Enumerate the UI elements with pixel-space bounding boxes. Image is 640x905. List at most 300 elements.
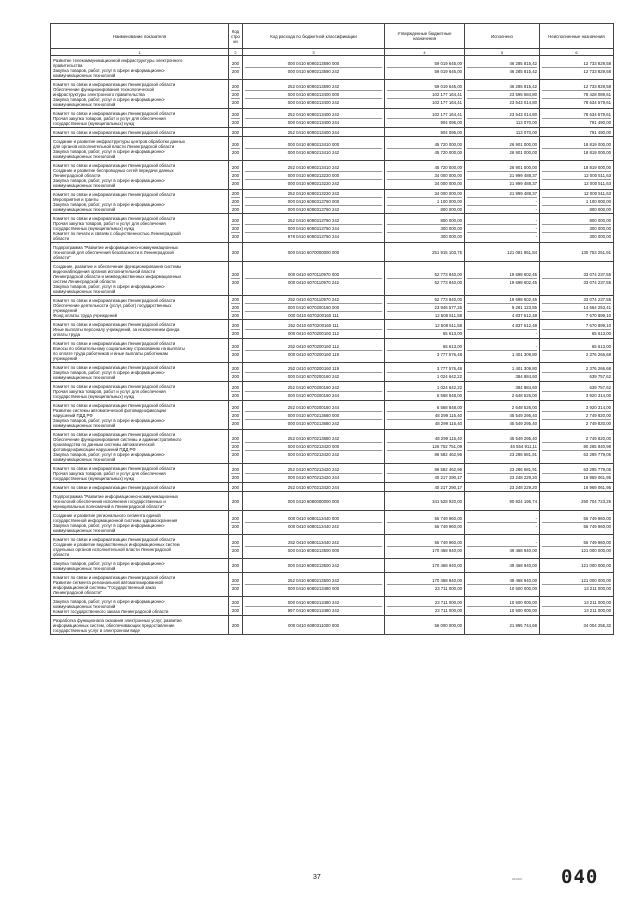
cell-executed <box>465 464 540 483</box>
table-header-row <box>51 24 614 49</box>
cell-kbk <box>243 128 385 137</box>
budget-sheet <box>50 23 613 635</box>
name-line: Взносы по обязательному социальному страхованию на выплаты <box>53 345 185 351</box>
cell-unexecuted-value: 63 295 779,05 <box>583 466 611 472</box>
cell-kbk-value: 000 0410 6090313760 000 <box>245 197 382 205</box>
cell-code <box>229 128 243 137</box>
cell-kbk-value: 252 0410 6080213500 242 <box>287 578 340 583</box>
cell-approved-value: 904 095,00 <box>387 118 462 126</box>
cell-code-value: 200 <box>231 452 240 457</box>
cell-code-value: 200 <box>231 365 240 371</box>
cell-approved-value: 904 095,00 <box>440 129 462 135</box>
cell-code-value: 200 <box>231 305 240 310</box>
cell-kbk <box>243 597 385 616</box>
cell-executed-value: 4 837 612,48 <box>467 311 537 319</box>
cell-executed-value: 23 286 681,91 <box>467 450 537 458</box>
cell-code <box>229 296 243 320</box>
cell-kbk-value: 000 0410 6070200160 119 <box>245 350 382 358</box>
cell-unexecuted-value: 2 376 266,68 <box>542 350 611 358</box>
cell-unexecuted-value: 63 295 779,05 <box>542 450 611 458</box>
cell-approved-value: 1 100 000,00 <box>387 197 462 205</box>
cell-approved-value: 102 177 164,41 <box>387 98 462 106</box>
cell-executed-value: 2 648 526,00 <box>467 391 537 399</box>
cell-executed <box>465 483 540 492</box>
cell-executed <box>465 559 540 573</box>
cell-kbk-value: 252 0410 6090213220 242 <box>287 191 340 196</box>
cell-executed-value: 19 698 602,45 <box>467 278 537 286</box>
cell-approved-value: 65 613,00 <box>442 344 462 349</box>
name-line: коммуникационных технологий <box>53 374 116 380</box>
table-row <box>51 80 614 109</box>
name-line: Подпрограмма "Развитие информационно-коммуникационных <box>53 244 179 250</box>
cell-kbk-value: 978 0410 6090313760 244 <box>245 232 382 240</box>
cell-name <box>51 320 229 339</box>
cell-approved-value: 23 711 000,00 <box>387 606 462 614</box>
cell-code-value: 200 <box>231 498 240 504</box>
cell-kbk-value: 252 0410 6070213680 242 <box>287 436 340 441</box>
cell-approved-value: 12 508 511,58 <box>434 322 462 328</box>
cell-approved-value: 341 528 920,00 <box>432 498 462 504</box>
cell-unexecuted-value: 14 664 253,41 <box>542 303 611 311</box>
cell-executed-value: 23 248 229,20 <box>467 473 537 481</box>
cell-kbk-value: 000 0410 6080000000 000 <box>287 498 340 504</box>
cell-unexecuted-value: 7 670 899,10 <box>542 311 611 319</box>
name-line: коммуникационных технологий <box>53 422 116 428</box>
cell-approved-value: 800 000,00 <box>387 205 462 213</box>
name-line: области <box>53 551 70 557</box>
cell-kbk-value: 000 0410 6080113440 242 <box>245 522 382 530</box>
name-line: государственных (муниципальных) нужд <box>53 475 135 481</box>
cell-kbk <box>243 492 385 511</box>
cell-executed-value: 90 824 196,74 <box>509 498 537 504</box>
cell-executed <box>465 214 540 243</box>
cell-unexecuted <box>540 382 614 401</box>
name-line: Комитет по связи и информатизации Ленинградской области <box>53 364 176 370</box>
cell-unexecuted <box>540 511 614 535</box>
cell-executed-value: 21 999 488,37 <box>467 171 537 179</box>
cell-approved-value: 1 024 642,22 <box>387 372 462 380</box>
cell-kbk-value: 000 0410 6070200160 244 <box>245 391 382 399</box>
cell-unexecuted-value: 16 969 061,95 <box>542 473 611 481</box>
cell-executed <box>465 137 540 161</box>
cell-code-value: 200 <box>231 516 240 521</box>
name-line: технологий для обеспечения безопасности в Ленинградской <box>53 249 174 255</box>
cell-approved-value: 52 773 840,00 <box>387 278 462 286</box>
cell-code <box>229 382 243 401</box>
name-line: учреждений <box>53 307 78 313</box>
cell-approved-value: 251 915 103,75 <box>432 249 462 255</box>
cell-unexecuted-value: 2 376 266,68 <box>585 365 611 371</box>
name-line: Фонд оплаты труда учреждений <box>53 312 117 318</box>
cell-approved <box>385 56 465 80</box>
cell-code-value: 200 <box>231 322 240 328</box>
column-number: 6 <box>540 49 614 56</box>
cell-kbk <box>243 137 385 161</box>
cell-unexecuted <box>540 464 614 483</box>
cell-unexecuted <box>540 535 614 559</box>
page-number: 37 <box>313 874 321 881</box>
cell-approved-value: 3 777 576,48 <box>387 350 462 358</box>
cell-code-value: 200 <box>231 607 240 613</box>
cell-code-value: 200 <box>231 119 240 125</box>
cell-kbk-value: 000 0410 6070213420 000 <box>245 442 382 450</box>
name-line: по оплате труда работников и иные выплаты работникам <box>53 350 168 356</box>
cell-unexecuted-value: 18 819 000,00 <box>542 148 611 156</box>
cell-code-value: 200 <box>231 599 240 605</box>
cell-executed-value: - <box>467 522 537 530</box>
name-line: Комитет по связи и информатизации Ленинградской области <box>53 402 176 408</box>
cell-kbk-value: 000 0410 6070213420 242 <box>245 450 382 458</box>
cell-executed-value: - <box>535 217 537 223</box>
cell-kbk-value: 000 0410 6070110970 242 <box>245 278 382 286</box>
cell-unexecuted-value: 78 634 579,61 <box>583 111 611 117</box>
name-line: Комитет по связи и информатизации Ленинградской области <box>53 321 176 327</box>
cell-kbk-value: 000 0410 6090213400 244 <box>245 118 382 126</box>
cell-unexecuted <box>540 616 614 635</box>
cell-executed <box>465 401 540 430</box>
cell-unexecuted-value: 121 000 000,00 <box>581 563 611 568</box>
name-line: коммуникационных технологий <box>53 153 116 159</box>
name-line: Закупка товаров, работ, услуг в сфере информационно- <box>53 67 166 73</box>
cell-executed-value: 21 999 488,37 <box>467 179 537 187</box>
table-row <box>51 262 614 296</box>
cell-kbk <box>243 464 385 483</box>
cell-kbk <box>243 296 385 320</box>
name-line: государственных (муниципальных) нужд <box>53 225 135 231</box>
cell-unexecuted-value: 65 613,00 <box>542 329 611 337</box>
cell-kbk-value: 252 0410 6090213590 242 <box>287 83 340 89</box>
cell-executed <box>465 128 540 137</box>
cell-approved <box>385 492 465 511</box>
cell-code <box>229 363 243 382</box>
column-number: 2 <box>229 49 243 56</box>
cell-name <box>51 128 229 137</box>
cell-code-value: 200 <box>231 217 240 223</box>
cell-unexecuted <box>540 573 614 597</box>
name-line: Развитие телекоммуникационной инфраструктуры электронного <box>53 57 183 63</box>
table-row <box>51 483 614 492</box>
cell-approved-value: 56 749 960,00 <box>434 540 462 545</box>
name-line: Закупка товаров, работ, услуг в сфере информационно- <box>53 177 166 183</box>
cell-executed-value: 10 500 000,00 <box>467 606 537 614</box>
name-line: Комитет по связи и информатизации Ленинградской области <box>53 81 176 87</box>
cell-executed-value: 26 901 000,00 <box>509 142 537 147</box>
cell-approved-value: 56 749 960,00 <box>387 522 462 530</box>
cell-code-value: 200 <box>231 352 240 357</box>
cell-approved-value: 126 752 751,09 <box>387 442 462 450</box>
cell-kbk <box>243 214 385 243</box>
cell-executed-value: 23 286 681,91 <box>509 466 537 472</box>
cell-code-value: 200 <box>231 474 240 480</box>
name-line: видеонаблюдения органов исполнительной власти <box>53 268 156 274</box>
cell-executed-value: - <box>535 516 537 521</box>
cell-code <box>229 161 243 190</box>
cell-executed-value: - <box>467 232 537 240</box>
name-line: Прочая закупка товаров, работ и услуг для обеспечения <box>53 220 166 226</box>
cell-executed-value: - <box>467 197 537 205</box>
cell-unexecuted <box>540 109 614 128</box>
cell-unexecuted-value: 791 490,00 <box>542 118 611 126</box>
cell-unexecuted-value: 18 819 000,00 <box>583 142 611 147</box>
header-code: Код стро ки <box>229 24 243 49</box>
header-executed: Исполнено <box>465 24 540 49</box>
cell-code <box>229 214 243 243</box>
cell-kbk-value: 000 0410 6070213420 244 <box>245 473 382 481</box>
cell-kbk-value: 000 0410 6070213680 242 <box>245 419 382 427</box>
table-row <box>51 382 614 401</box>
cell-approved-value: 45 720 000,00 <box>434 164 462 170</box>
cell-kbk-value: 000 0410 6070200160 111 <box>245 311 382 319</box>
cell-kbk <box>243 483 385 492</box>
cell-executed <box>465 161 540 190</box>
cell-kbk <box>243 511 385 535</box>
cell-kbk <box>243 161 385 190</box>
cell-unexecuted <box>540 597 614 616</box>
cell-unexecuted-value: 33 074 237,55 <box>583 272 611 277</box>
cell-approved-value: 48 299 115,40 <box>434 436 462 441</box>
name-line: Разработка функционала оказания электронных услуг, развитие <box>53 617 182 623</box>
table-body <box>51 56 614 635</box>
cell-executed <box>465 430 540 464</box>
name-line: государственных услуг в электронном виде <box>53 627 140 633</box>
name-line: области <box>53 235 70 241</box>
cell-code-value: 200 <box>231 83 240 89</box>
cell-name <box>51 464 229 483</box>
cell-name <box>51 535 229 559</box>
cell-unexecuted <box>540 401 614 430</box>
name-line: Комитет по связи и информатизации Ленинградской области <box>53 383 176 389</box>
name-line: Комитет по связи и информатизации Ленинградской области <box>53 162 176 168</box>
cell-approved-value: 3 777 576,48 <box>436 365 462 371</box>
cell-approved-value: 300 000,00 <box>387 232 462 240</box>
cell-kbk-value: 000 0410 6090213400 000 <box>245 90 382 98</box>
cell-kbk <box>243 56 385 80</box>
cell-unexecuted-value: 78 428 089,61 <box>542 90 611 98</box>
cell-executed-value: - <box>467 329 537 337</box>
cell-code-value: 200 <box>231 540 240 545</box>
cell-code-value: 200 <box>231 69 240 74</box>
table-row <box>51 339 614 363</box>
cell-executed-value: - <box>467 224 537 232</box>
name-line: оплаты труда <box>53 331 80 337</box>
cell-approved <box>385 296 465 320</box>
name-line: Комитет по связи и информатизации Ленинградской области <box>53 129 176 135</box>
cell-name <box>51 243 229 262</box>
cell-approved-value: 45 720 000,00 <box>434 142 462 147</box>
column-number: 4 <box>385 49 465 56</box>
cell-code-value: 200 <box>231 111 240 117</box>
cell-approved <box>385 214 465 243</box>
cell-code <box>229 464 243 483</box>
cell-executed-value: 19 698 602,45 <box>509 272 537 277</box>
cell-approved <box>385 573 465 597</box>
table-row <box>51 128 614 137</box>
cell-approved-value: 170 468 940,00 <box>387 546 462 554</box>
cell-unexecuted-value: 300 000,00 <box>542 224 611 232</box>
name-line: Закупка товаров, работ, услуг в сфере информационно- <box>53 96 166 102</box>
cell-name <box>51 80 229 109</box>
name-line: Закупка товаров, работ, услуг в сфере информационно- <box>53 201 166 207</box>
cell-approved <box>385 363 465 382</box>
cell-executed-value: 1 401 309,80 <box>467 350 537 358</box>
cell-code-value: 200 <box>231 412 240 418</box>
cell-approved-value: 1 024 642,22 <box>436 384 462 390</box>
cell-approved-value: 59 019 645,00 <box>387 67 462 75</box>
name-line: коммуникационных технологий <box>53 182 116 188</box>
cell-executed <box>465 243 540 262</box>
cell-name <box>51 401 229 430</box>
table-row <box>51 492 614 511</box>
cell-approved <box>385 243 465 262</box>
cell-code <box>229 401 243 430</box>
cell-approved-value: 56 749 960,00 <box>434 516 462 521</box>
cell-code <box>229 492 243 511</box>
name-line: Закупка товаров, работ, услуг в сфере информационно- <box>53 598 166 604</box>
cell-unexecuted-value: 12 733 829,58 <box>583 83 611 89</box>
name-line: Закупка товаров, работ, услуг в сфере информационно- <box>53 560 166 566</box>
table-row <box>51 109 614 128</box>
name-line: коммуникационных технологий <box>53 288 116 294</box>
table-row <box>51 511 614 535</box>
column-number: 1 <box>51 49 229 56</box>
cell-code <box>229 109 243 128</box>
cell-kbk <box>243 616 385 635</box>
cell-kbk-value: 252 0410 6080113440 242 <box>287 540 340 545</box>
cell-kbk-value: 252 0410 6070200160 242 <box>287 384 340 390</box>
cell-approved-value: 59 019 645,00 <box>434 83 462 89</box>
cell-name <box>51 363 229 382</box>
cell-executed <box>465 109 540 128</box>
cell-executed-value: 49 468 940,00 <box>509 563 537 568</box>
name-line: инфраструктуры электронного правительства <box>53 91 145 97</box>
cell-kbk-value: 000 0410 6070000000 000 <box>287 249 340 255</box>
name-line: Создание и развитие беспроводных сетей передачи данных <box>53 167 174 173</box>
cell-kbk-value: 000 0410 6090213590 242 <box>245 67 382 75</box>
name-line: Мероприятия и гранты <box>53 196 99 202</box>
cell-code <box>229 320 243 339</box>
sheet-number: 040 <box>561 866 599 888</box>
cell-executed-value: 45 549 295,40 <box>467 419 537 427</box>
name-line: Комитет по связи и информатизации Ленинградской области <box>53 297 176 303</box>
cell-executed-value: 113 070,00 <box>467 118 537 126</box>
name-line: Развитие сегмента региональной автоматизированной <box>53 579 163 585</box>
cell-unexecuted-value: 639 757,62 <box>589 384 611 390</box>
cell-unexecuted <box>540 430 614 464</box>
cell-approved <box>385 262 465 296</box>
cell-approved-value: 23 711 000,00 <box>387 584 462 592</box>
cell-code-value: 200 <box>231 524 240 529</box>
cell-code-value: 200 <box>231 578 240 583</box>
cell-unexecuted-value: 12 733 829,58 <box>542 67 611 75</box>
cell-name <box>51 262 229 296</box>
cell-executed-value: 46 285 815,42 <box>509 61 537 66</box>
name-line: фотовидеофиксации нарушений ПДД РФ <box>53 446 136 452</box>
cell-approved-value: 34 000 000,00 <box>387 171 462 179</box>
cell-executed-value: 1 401 309,80 <box>511 365 537 371</box>
cell-approved <box>385 161 465 190</box>
cell-approved-value: 23 711 000,00 <box>434 599 462 605</box>
cell-kbk <box>243 339 385 363</box>
cell-code <box>229 80 243 109</box>
table-row <box>51 616 614 635</box>
cell-executed-value: 45 549 295,40 <box>467 411 537 419</box>
name-line: Прочая закупка товаров, работ и услуг для обеспечения <box>53 115 166 121</box>
cell-kbk-value: 252 0410 6070213420 244 <box>287 484 340 490</box>
cell-code <box>229 616 243 635</box>
cell-code-value: 200 <box>231 99 240 105</box>
cell-unexecuted-value: 13 211 000,00 <box>542 584 611 592</box>
name-line: Комитет по связи и информатизации Ленинградской области <box>53 340 176 346</box>
cell-kbk-value: 000 0410 6090213220 000 <box>245 171 382 179</box>
cell-approved-value: 86 582 462,96 <box>434 466 462 472</box>
cell-code-value: 200 <box>231 344 240 349</box>
cell-approved <box>385 464 465 483</box>
cell-unexecuted <box>540 80 614 109</box>
table-row <box>51 573 614 597</box>
cell-kbk-value: 997 0410 6080213480 242 <box>245 606 382 614</box>
cell-unexecuted <box>540 363 614 382</box>
cell-approved-value: 23 946 577,26 <box>387 303 462 311</box>
cell-kbk-value: 252 0410 6070200160 111 <box>288 322 339 328</box>
cell-kbk-value: 000 0410 6080213480 000 <box>245 584 382 592</box>
name-line: Создание и развитие инфраструктуры центров обработки данных <box>53 138 186 144</box>
cell-executed-value: 46 285 815,42 <box>467 67 537 75</box>
cell-approved <box>385 382 465 401</box>
name-line: Закупка товаров, работ, услуг в сфере информационно- <box>53 522 166 528</box>
cell-code-value: 200 <box>231 436 240 441</box>
cell-executed-value: 49 468 940,00 <box>467 546 537 554</box>
cell-kbk <box>243 363 385 382</box>
cell-code-value: 200 <box>231 199 240 204</box>
cell-code-value: 200 <box>231 484 240 490</box>
column-number-row <box>51 49 614 56</box>
cell-code-value: 200 <box>231 172 240 178</box>
cell-unexecuted-value: 121 000 000,00 <box>542 546 611 554</box>
cell-name <box>51 597 229 616</box>
cell-executed-value: 4 837 612,48 <box>511 322 537 328</box>
cell-kbk-value: 000 0410 6090313760 244 <box>245 224 382 232</box>
cell-kbk-value: 000 0410 6090313760 242 <box>245 205 382 213</box>
cell-name <box>51 430 229 464</box>
name-line: коммуникационных технологий <box>53 101 116 107</box>
cell-kbk-value: 000 0410 6080311000 000 <box>287 622 340 628</box>
header-kbk: Код расхода по бюджетной классификации <box>243 24 385 49</box>
cell-executed-value: 19 698 602,45 <box>509 297 537 302</box>
name-line: Обеспечение функционирования системы и административного <box>53 436 182 442</box>
name-line: Закупка товаров, работ, услуг в сфере информационно- <box>53 283 166 289</box>
cell-kbk <box>243 401 385 430</box>
name-line: коммуникационных технологий <box>53 527 116 533</box>
cell-approved <box>385 401 465 430</box>
cell-approved <box>385 597 465 616</box>
cell-code <box>229 597 243 616</box>
cell-unexecuted <box>540 492 614 511</box>
cell-executed-value: 23 543 014,80 <box>509 111 537 117</box>
cell-kbk-value: 252 0410 6070200160 244 <box>287 404 340 410</box>
cell-code-value: 200 <box>231 129 240 135</box>
name-line: Комитет по связи и информатизации Ленинградской области <box>53 431 176 437</box>
cell-code-value: 200 <box>231 164 240 170</box>
name-line: Комитет по связи и информатизации Ленинградской области <box>53 484 176 490</box>
cell-unexecuted-value: 3 920 314,00 <box>542 391 611 399</box>
cell-code <box>229 483 243 492</box>
name-line: Закупка товаров, работ, услуг в сфере информационно- <box>53 451 166 457</box>
cell-approved <box>385 190 465 214</box>
cell-unexecuted-value: 7 670 899,10 <box>585 322 611 328</box>
cell-name <box>51 190 229 214</box>
cell-unexecuted-value: 2 749 820,00 <box>542 419 611 427</box>
cell-code-value: 200 <box>231 313 240 318</box>
